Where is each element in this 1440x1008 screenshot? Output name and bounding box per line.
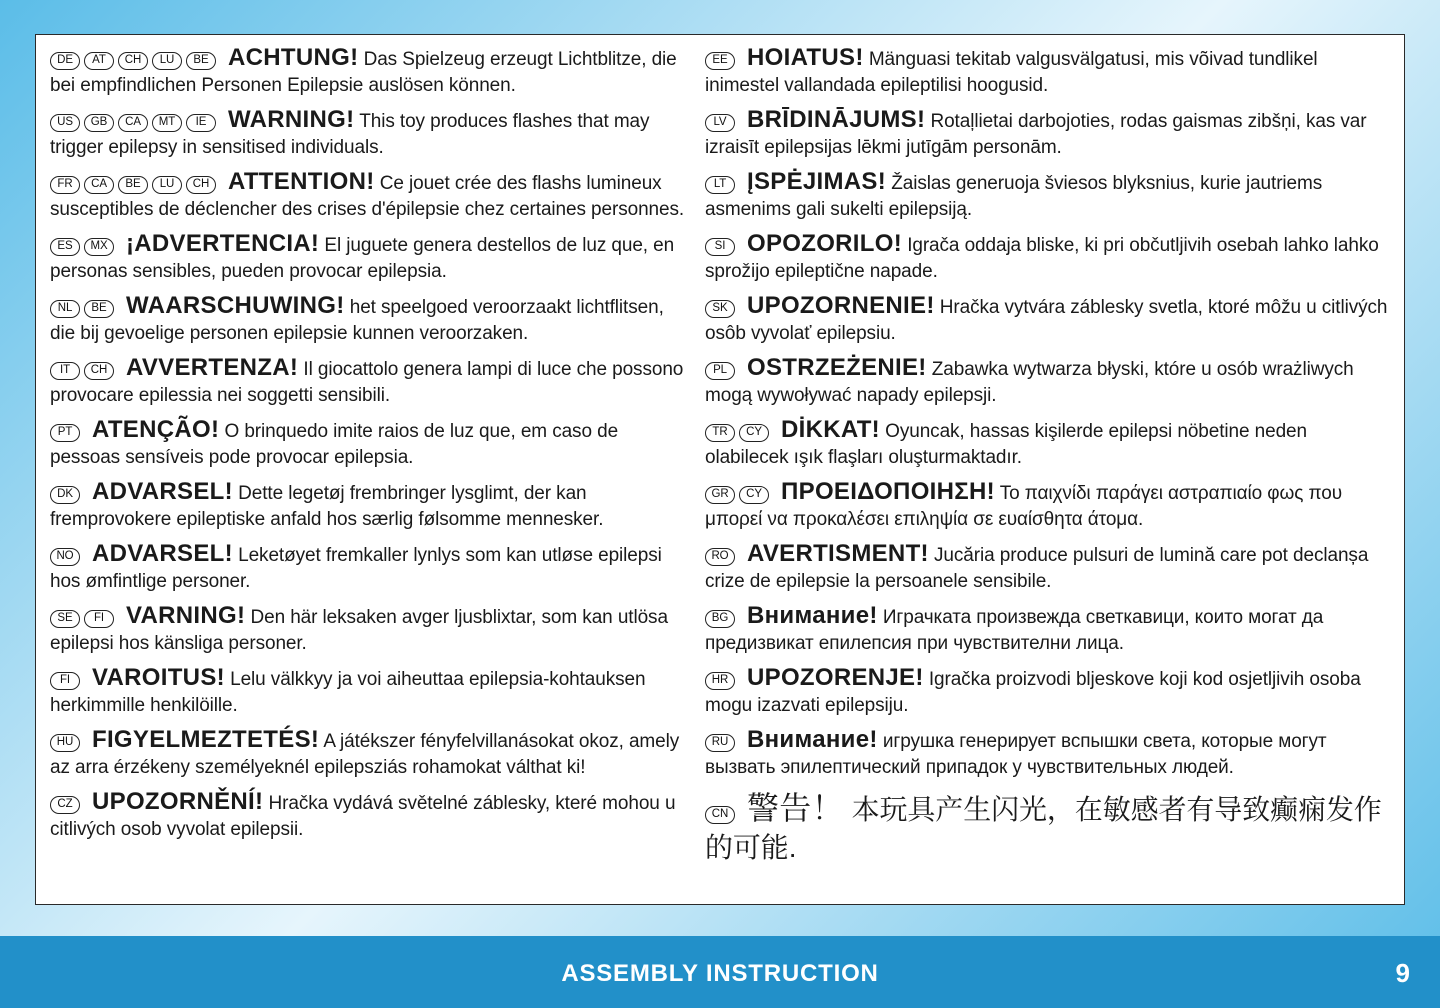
warning-heading: DİKKAT! [781,416,880,443]
country-code-badge: US [50,114,80,132]
country-code-badge: PL [705,362,735,380]
country-badges [50,235,118,256]
warning-heading: ADVARSEL! [92,540,233,567]
warning-block [50,603,690,657]
footer-bar [0,936,1440,1008]
country-code-badge: PT [50,424,80,442]
country-code-badge: BG [705,610,735,628]
country-code-badge: RO [705,548,735,566]
warning-heading: VAROITUS! [92,664,225,691]
country-code-badge: BE [118,176,148,194]
country-badges [705,49,739,70]
warning-text: 本玩具产生闪光，在敏感者有导致癫痫发作的可能. [705,794,1382,863]
warning-heading: OPOZORILO! [747,230,902,257]
warning-text: Lelu välkkyy ja voi aiheuttaa epilepsia-kohtauksen herkimmille henkilöille. [50,669,646,716]
country-code-badge: AT [84,52,114,70]
country-code-badge: HR [705,672,735,690]
country-badges [705,111,739,132]
warning-heading: ATENÇÃO! [92,416,220,443]
country-badges [705,794,739,825]
warning-block [50,107,690,161]
warning-heading: AVVERTENZA! [126,354,299,381]
warning-heading: VARNING! [126,602,246,629]
warning-heading: ĮSPĖJIMAS! [747,168,887,195]
warning-block [705,479,1393,533]
warning-text: Il giocattolo genera lampi di luce che possono provocare epilessia nei soggetti sensibili. [50,359,684,406]
country-code-badge: NO [50,548,80,566]
warning-text: Ce jouet crée des flashs lumineux susceptibles de déclencher des crises d'épilepsie chez certaines personnes. [50,173,685,220]
warning-heading: ADVARSEL! [92,478,233,505]
warning-text: Žaislas generuoja šviesos blyksnius, kurie jautriems asmenims gali sukelti epilepsiją. [705,173,1323,220]
warning-text: Leketøyet fremkaller lynlys som kan utløse epilepsi hos ømfintlige personer. [50,545,662,592]
country-badges [50,545,84,566]
country-code-badge: LV [705,114,735,132]
warning-text: Oyuncak, hassas kişilerde epilepsi nöbetine neden olabilecek ışık flaşları oluşturmaktadır. [705,421,1307,468]
country-code-badge: LT [705,176,735,194]
warning-heading: Внимание! [747,726,878,753]
country-code-badge: MX [84,238,114,256]
country-badges [50,421,84,442]
country-badges [50,793,84,814]
country-badges [50,731,84,752]
country-code-badge: NL [50,300,80,318]
country-code-badge: GB [84,114,114,132]
warning-text: Das Spielzeug erzeugt Lichtblitze, die bei empfindlichen Personen Epilepsie auslösen können. [50,49,677,96]
warning-text: Hračka vydává světelné záblesky, které mohou u citlivých osob vyvolat epilepsii. [50,793,676,840]
warning-text: El juguete genera destellos de luz que, en personas sensibles, pueden provocar epilepsia. [50,235,675,282]
warning-text: Hračka vytvára záblesky svetla, ktoré môžu u citlivých osôb vyvolať epilepsiu. [705,297,1388,344]
country-badges [705,359,739,380]
warning-block [50,169,690,223]
country-code-badge: CZ [50,796,80,814]
warning-heading: ¡ADVERTENCIA! [126,230,320,257]
warning-text: Mänguasi tekitab valgusvälgatusi, mis võivad tundlikel inimestel vallandada epileptilisi hoogusid. [705,49,1318,96]
warning-text: Zabawka wytwarza błyski, które u osób wrażliwych mogą wywoływać napady epilepsji. [705,359,1354,406]
warning-text: Igrača oddaja bliske, ki pri občutljivih osebah lahko lahko sprožijo epileptične napade. [705,235,1379,282]
country-badges [705,297,739,318]
country-badges [50,483,84,504]
country-badges [705,235,739,256]
country-code-badge: IE [186,114,216,132]
warning-heading: WARNING! [228,106,355,133]
warning-block [705,45,1393,99]
country-code-badge: IT [50,362,80,380]
warning-block [705,107,1393,161]
warning-block [50,293,690,347]
warning-block [705,603,1393,657]
warning-heading: ΠΡΟΕΙΔΟΠΟΙΗΣΗ! [781,478,995,505]
warning-heading: AVERTISMENT! [747,540,929,567]
country-badges [705,669,739,690]
warning-heading: FIGYELMEZTETÉS! [92,726,320,753]
country-code-badge: CH [186,176,216,194]
country-code-badge: CY [739,424,769,442]
warning-heading: WAARSCHUWING! [126,292,345,319]
country-code-badge: FI [50,672,80,690]
warning-block [50,45,690,99]
warning-heading: Внимание! [747,602,878,629]
warning-block [705,169,1393,223]
right-column [705,45,1393,875]
country-code-badge: CA [84,176,114,194]
country-code-badge: CY [739,486,769,504]
warning-text: Играчката произвежда светкавици, които могат да предизвикат епилепсия при чувствителни лица. [705,607,1324,654]
country-badges [705,545,739,566]
warning-block [705,665,1393,719]
country-code-badge: HU [50,734,80,752]
warning-block [50,417,690,471]
country-code-badge: ES [50,238,80,256]
country-code-badge: SK [705,300,735,318]
warning-heading: ATTENTION! [228,168,375,195]
country-badges [705,173,739,194]
warning-text: This toy produces flashes that may trigger epilepsy in sensitised individuals. [50,111,650,158]
left-column [50,45,690,851]
country-code-badge: FR [50,176,80,194]
warning-heading: OSTRZEŻENIE! [747,354,927,381]
country-badges [50,669,84,690]
country-badges [705,483,773,504]
warning-block [705,231,1393,285]
warning-block [50,665,690,719]
warning-block [50,789,690,843]
country-code-badge: CH [118,52,148,70]
country-badges [50,607,118,628]
warning-block [50,727,690,781]
warning-text: игрушка генерирует вспышки света, которые могут вызвать эпилептический припадок у чувствительных людей. [705,731,1327,778]
country-badges [705,607,739,628]
warning-text: Dette legetøj frembringer lysglimt, der kan fremprovokere epileptiske anfald hos særlig følsomme mennesker. [50,483,604,530]
warning-block [705,541,1393,595]
country-code-badge: MT [152,114,182,132]
warning-heading: 警告！ [747,790,844,826]
warning-block [50,355,690,409]
warning-text: Rotaļlietai darbojoties, rodas gaismas zibšņi, kas var izraisīt epilepsijas lēkmi jutīgām personām. [705,111,1367,158]
country-code-badge: BE [84,300,114,318]
warning-heading: HOIATUS! [747,44,864,71]
warning-heading: UPOZORNĚNÍ! [92,788,264,815]
warning-heading: BRĪDINĀJUMS! [747,106,926,133]
warning-text: Το παιχνίδι παράγει αστραπιαίο φως που μπορεί να προκαλέσει επιληψία σε ευαίσθητα άτομα. [705,483,1342,530]
warning-heading: ACHTUNG! [228,44,359,71]
country-badges [50,49,220,70]
country-code-badge: SI [705,238,735,256]
country-code-badge: TR [705,424,735,442]
country-code-badge: FI [84,610,114,628]
country-code-badge: SE [50,610,80,628]
warning-heading: UPOZORENJE! [747,664,924,691]
country-badges [50,173,220,194]
warning-block [705,727,1393,781]
warning-text: Jucăria produce pulsuri de lumină care pot declanșa crize de epilepsie la persoanele sensibile. [705,545,1369,592]
warning-block [50,541,690,595]
warning-block [705,355,1393,409]
country-code-badge: CN [705,806,735,824]
country-code-badge: CH [84,362,114,380]
page-number: 9 [1395,958,1410,988]
country-badges [705,421,773,442]
country-code-badge: EE [705,52,735,70]
warning-text: Den här leksaken avger ljusblixtar, som kan utlösa epilepsi hos känsliga personer. [50,607,668,654]
country-code-badge: CA [118,114,148,132]
warning-block [705,789,1393,867]
warning-heading: UPOZORNENIE! [747,292,935,319]
warning-text: het speelgoed veroorzaakt lichtflitsen, die bij gevoelige personen epilepsie kunnen veroorzaken. [50,297,664,344]
country-code-badge: LU [152,52,182,70]
warning-text: O brinquedo imite raios de luz que, em caso de pessoas sensíveis pode provocar epilepsia. [50,421,619,468]
country-code-badge: GR [705,486,735,504]
country-badges [705,731,739,752]
warning-block [50,479,690,533]
country-code-badge: BE [186,52,216,70]
country-code-badge: LU [152,176,182,194]
country-badges [50,111,220,132]
footer-title: ASSEMBLY INSTRUCTION [561,960,879,987]
warning-block [50,231,690,285]
warnings-panel [35,34,1405,905]
warning-block [705,417,1393,471]
warning-block [705,293,1393,347]
country-code-badge: RU [705,734,735,752]
country-code-badge: DE [50,52,80,70]
warning-text: Igračka proizvodi bljeskove koji kod osjetljivih osoba mogu izazvati epilepsiju. [705,669,1361,716]
country-code-badge: DK [50,486,80,504]
country-badges [50,359,118,380]
country-badges [50,297,118,318]
warning-text: A játékszer fényfelvillanásokat okoz, amely az arra érzékeny személyeknél epilepsziás rohamokat válthat ki! [50,731,680,778]
